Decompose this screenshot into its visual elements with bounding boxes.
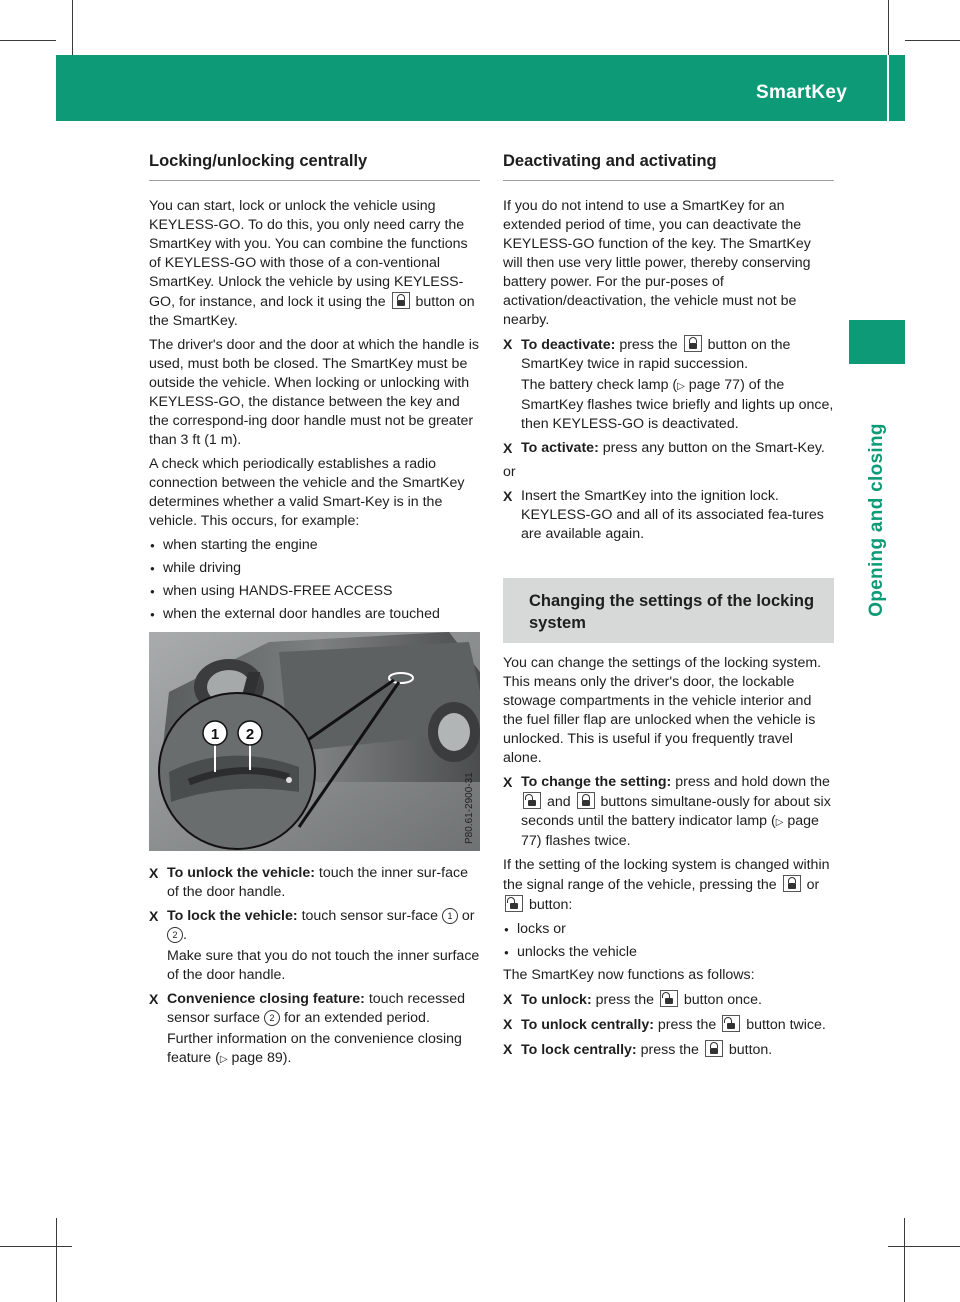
paragraph: You can change the settings of the locking system. This means only the driver's door, the lockable stowage compartments in the vehicle interior and the fuel filler flap are unlocked when the vehicle is unlocked. This is useful if you frequently travel alone. <box>503 655 822 766</box>
paragraph: A check which periodically establishes a radio connection between the vehicle and the SmartKey determines whether a valid Smart-Key is in the vehicle. This occurs, for example: <box>149 456 465 529</box>
chapter-label: Opening and closing <box>866 423 887 617</box>
instruction-step: X To lock the vehicle: touch sensor sur-face 1 or 2 . Make sure that you do not touch the inner surface of the door handle. <box>149 908 480 983</box>
page-reference[interactable]: page 89 <box>231 1050 283 1066</box>
step-note: The battery check lamp (▷ page 77) of the SmartKey flashes twice briefly and lights up once, then KEYLESS-GO is deactivated. <box>521 377 834 432</box>
step-marker: X <box>503 440 513 456</box>
step-marker: X <box>503 1016 513 1032</box>
page-reference[interactable]: page 77 <box>688 377 741 393</box>
section-heading: Deactivating and activating <box>503 152 834 181</box>
paragraph: or <box>503 464 516 480</box>
list-item: ● when starting the engine <box>149 536 480 555</box>
step-marker: X <box>149 865 159 881</box>
section-heading: Locking/unlocking centrally <box>149 152 480 181</box>
chapter-tab <box>849 320 905 364</box>
callout-2-icon: 2 <box>167 927 183 943</box>
instruction-step: X To change the setting: press and hold down the and buttons simultane-ously for about six seconds until the battery indicator lamp (▷ page 77) flashes twice. <box>503 774 831 849</box>
unlock-icon <box>660 990 678 1007</box>
right-column <box>503 152 834 1065</box>
crop-mark <box>72 0 73 55</box>
list-item: ● locks or <box>503 920 834 939</box>
instruction-step: X To deactivate: press the button on the SmartKey twice in rapid succession. The battery check lamp (▷ page 77) of the SmartKey flashes twice briefly and lights up once, then KEYLESS-GO is deactivated. <box>503 336 834 432</box>
list-item: ● when using HANDS-FREE ACCESS <box>149 582 480 601</box>
list-item: ● when the external door handles are touched <box>149 605 480 624</box>
header-title: SmartKey <box>756 82 848 103</box>
callout-2-icon: 2 <box>264 1010 280 1026</box>
crop-mark <box>56 1218 57 1302</box>
instruction-step: X To unlock centrally: press the button twice. <box>503 1016 826 1033</box>
page-ref-arrow-icon: ▷ <box>219 1054 228 1065</box>
crop-mark <box>888 1246 960 1247</box>
instruction-step: X Insert the SmartKey into the ignition lock. KEYLESS-GO and all of its associated fea-tures are available again. <box>503 488 824 542</box>
callout-1: 1 <box>210 726 220 743</box>
lock-icon <box>577 792 595 809</box>
instruction-step: X To unlock: press the button once. <box>503 991 762 1008</box>
lock-icon <box>392 292 410 309</box>
step-note: Make sure that you do not touch the inner surface of the door handle. <box>167 948 480 983</box>
callout-2: 2 <box>245 726 255 743</box>
crop-mark <box>0 40 56 41</box>
step-note: Further information on the convenience closing feature (▷ page 89). <box>167 1031 462 1066</box>
step-marker: X <box>503 1041 513 1057</box>
car-illustration <box>149 632 480 851</box>
lock-icon <box>705 1040 723 1057</box>
unlock-icon <box>505 895 523 912</box>
step-marker: X <box>503 488 513 504</box>
header-bar <box>56 55 928 121</box>
left-column <box>149 152 480 628</box>
paragraph: The driver's door and the door at which the handle is used, must both be closed. The SmartKey must be outside the vehicle. When locking or unlocking with KEYLESS-GO, the distance between the key and the correspond-ing door handle must not be greater than 3 ft (1 m). <box>149 337 480 448</box>
crop-mark <box>0 1246 72 1247</box>
step-marker: X <box>503 991 513 1007</box>
lock-icon <box>783 875 801 892</box>
crop-mark <box>888 0 889 55</box>
instruction-step: X To activate: press any button on the Smart-Key. <box>503 440 825 456</box>
page-reference[interactable]: page 77 <box>521 813 819 849</box>
door-handle-figure <box>149 632 480 851</box>
paragraph: The SmartKey now functions as follows: <box>503 967 755 983</box>
crop-mark <box>905 40 960 41</box>
paragraph: You can start, lock or unlock the vehicle using KEYLESS-GO. To do this, you only need carry the SmartKey with you. You can combine the functions of KEYLESS-GO with those of a con-ventional SmartKey. Unlock the vehicle by using KEYLESS-GO, for instance, and lock it using the button on the SmartKey. <box>149 198 475 329</box>
instruction-step: X To unlock the vehicle: touch the inner sur-face of the door handle. <box>149 865 468 900</box>
instruction-step: X Convenience closing feature: touch recessed sensor surface 2 for an extended period. Further information on the convenience closing feature (▷ page 89). <box>149 990 480 1069</box>
crop-mark <box>904 1218 905 1302</box>
figure-code: P80.61-2900-31 <box>464 772 475 844</box>
list-item: ● unlocks the vehicle <box>503 943 834 962</box>
instruction-step: X To lock centrally: press the button. <box>503 1041 773 1058</box>
step-marker: X <box>149 908 159 924</box>
step-marker: X <box>503 336 513 352</box>
section-banner: Changing the settings of the locking system <box>503 578 834 643</box>
page-ref-arrow-icon: ▷ <box>677 381 685 392</box>
left-steps <box>149 864 480 1074</box>
unlock-icon <box>722 1015 740 1032</box>
page-ref-arrow-icon: ▷ <box>775 817 784 828</box>
paragraph: If you do not intend to use a SmartKey for an extended period of time, you can deactivate the KEYLESS-GO function of the key. The SmartKey will then use very little power, thereby conserving battery power. For the pur-poses of activation/deactivation, the vehicle must not be nearby. <box>503 198 811 328</box>
header-divider <box>887 55 889 121</box>
paragraph: If the setting of the locking system is changed within the signal range of the vehicle, pressing the or button: <box>503 857 830 913</box>
step-marker: X <box>503 774 513 790</box>
callout-1-icon: 1 <box>442 908 458 924</box>
lock-icon <box>684 335 702 352</box>
list-item: ● while driving <box>149 559 480 578</box>
step-marker: X <box>149 991 159 1007</box>
unlock-icon <box>523 792 541 809</box>
page-number: 75 <box>906 82 928 103</box>
